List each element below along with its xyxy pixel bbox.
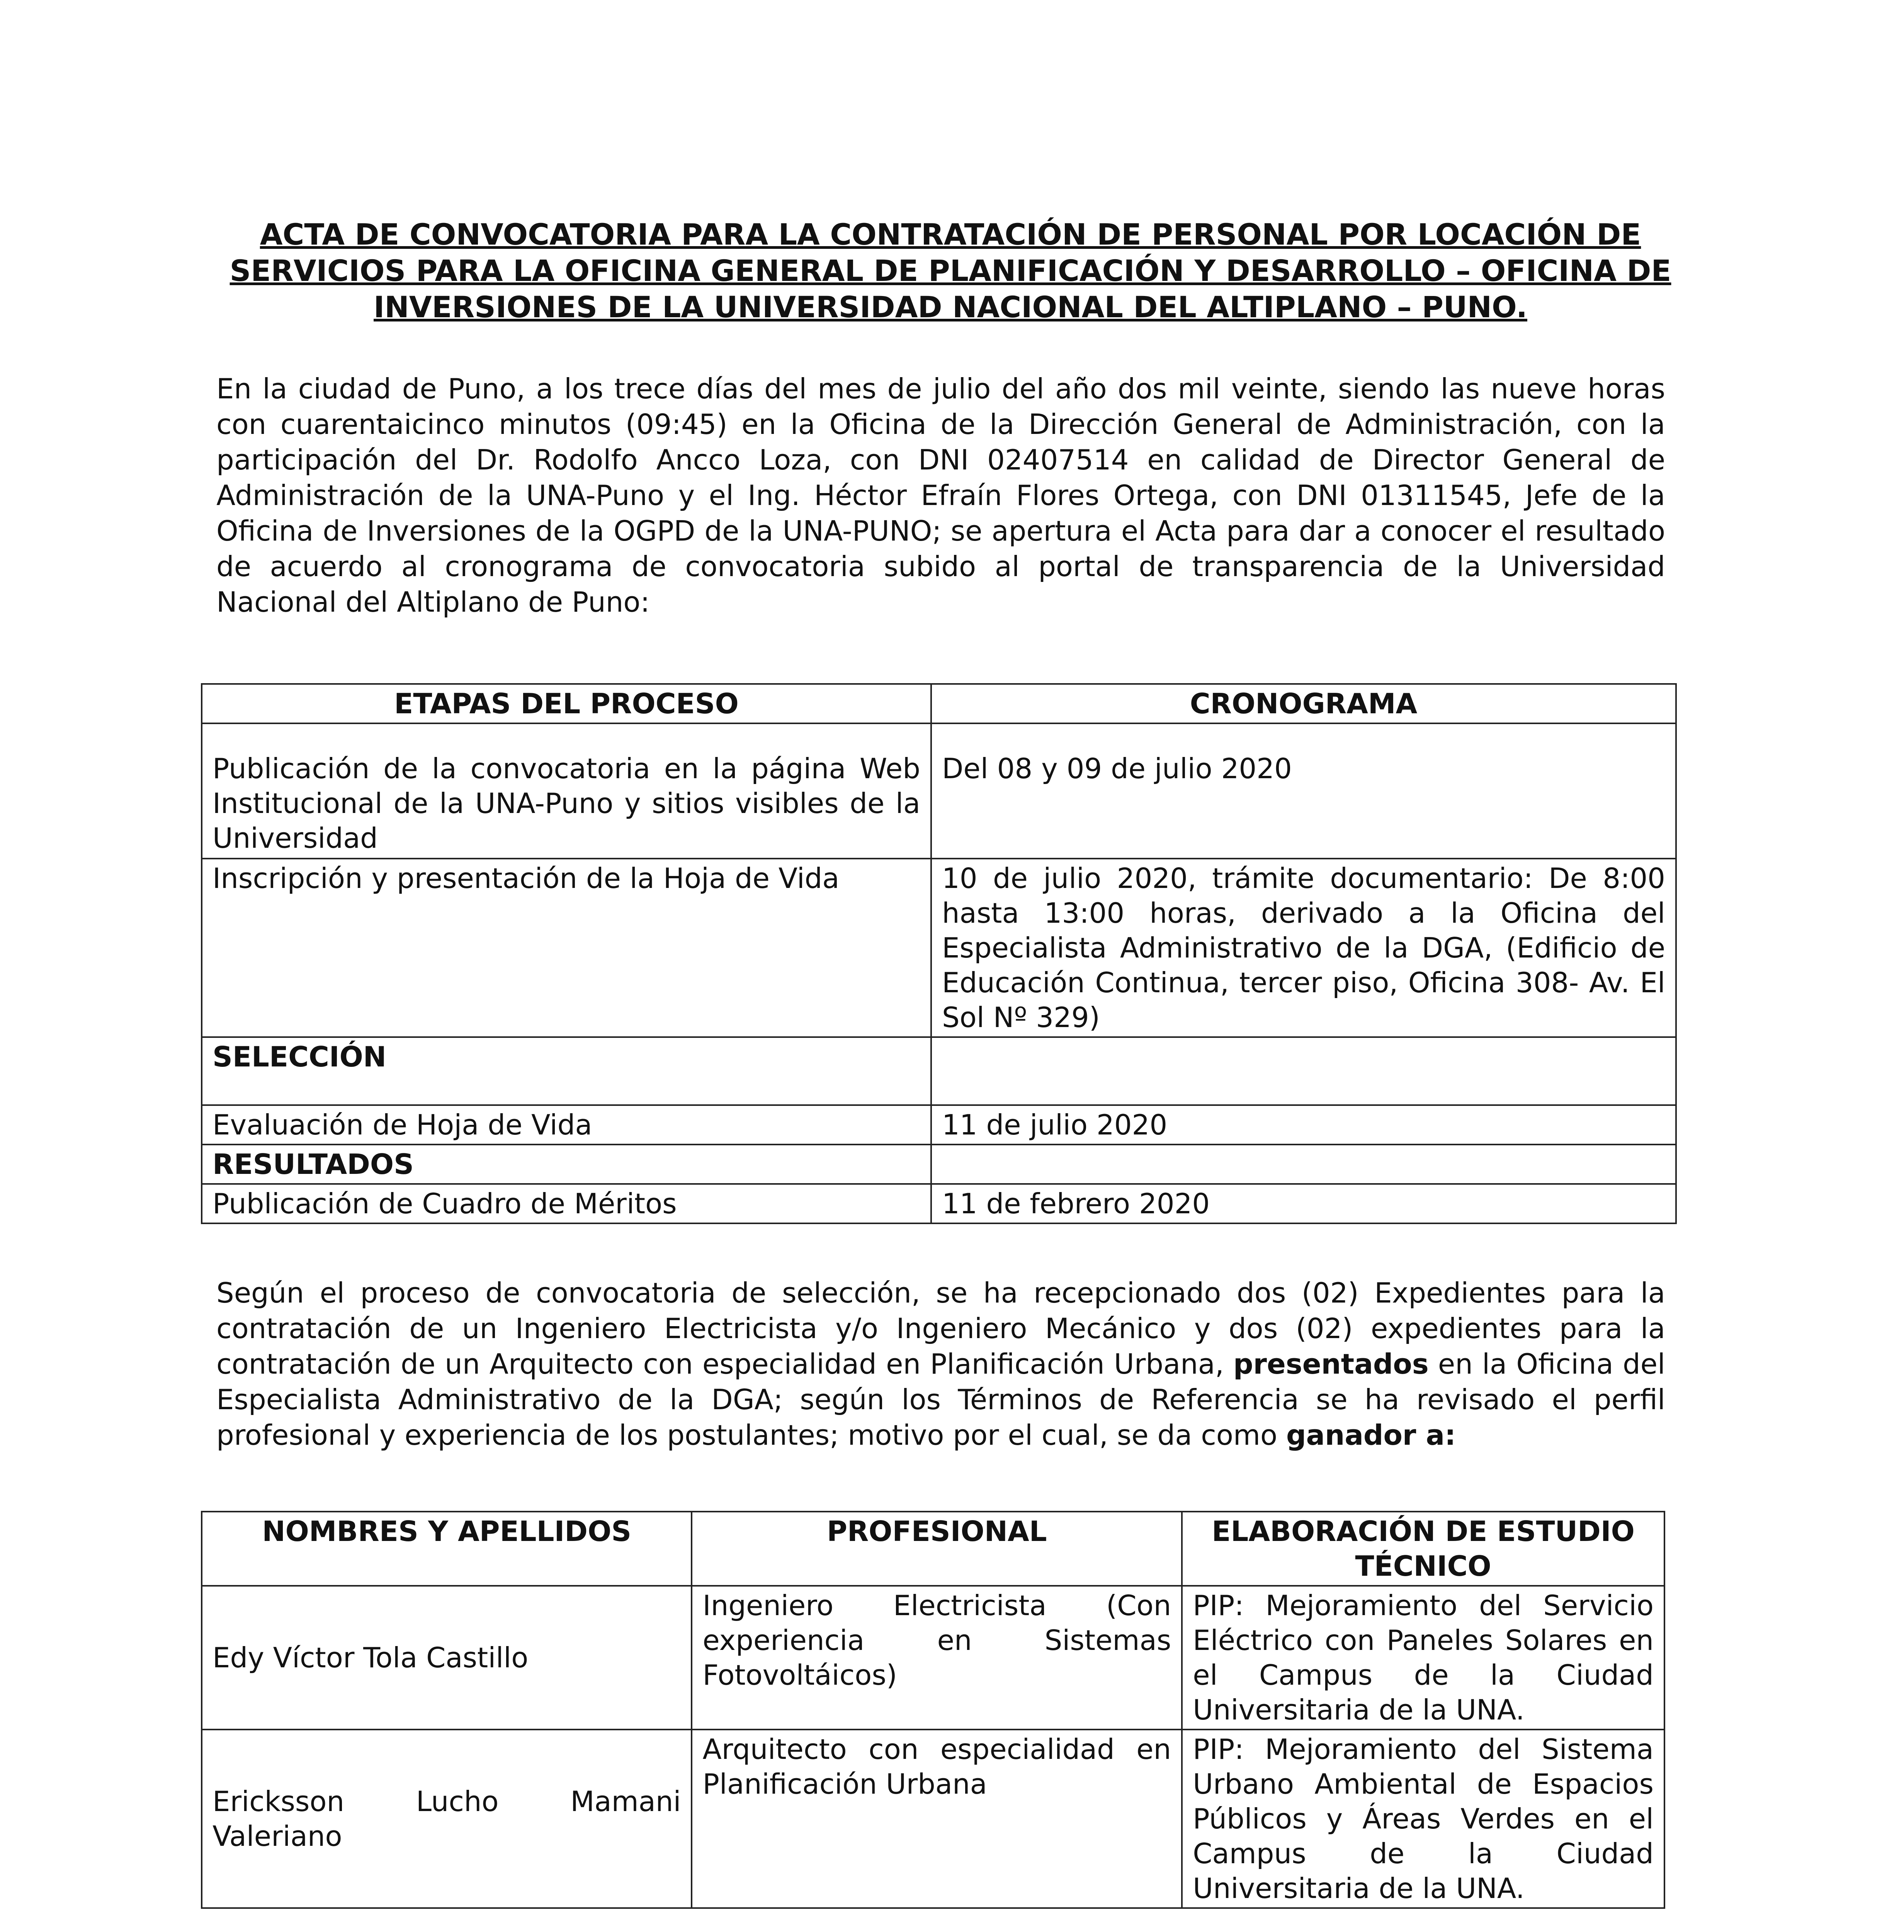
winner-name: Edy Víctor Tola Castillo — [202, 1586, 692, 1730]
table-row — [202, 1184, 1676, 1223]
winner-study: PIP: Mejoramiento del Servicio Eléctrico con Paneles Solares en el Campus de la Ciudad Universitaria de la UNA. — [1182, 1586, 1664, 1730]
schedule-date: 11 de febrero 2020 — [931, 1184, 1676, 1223]
intro-paragraph: En la ciudad de Puno, a los trece días del mes de julio del año dos mil veinte, siendo las nueve horas con cuarentaicinco minutos (09:45) en la Oficina de la Dirección General de Administración, con la participación del Dr. Rodolfo Ancco Loza, con DNI 02407514 en calidad de Director General de Administración de la UNA-Puno y el Ing. Héctor Efraín Flores Ortega, con DNI 01311545, Jefe de la Oficina de Inversiones de la OGPD de la UNA-PUNO; se apertura el Acta para dar a conocer el resultado de acuerdo al cronograma de convocatoria subido al portal de transparencia de la Universidad Nacional del Altiplano de Puno: — [216, 372, 1665, 618]
table-row — [202, 1586, 1664, 1730]
selection-paragraph — [216, 1275, 1665, 1453]
table-row — [202, 723, 1676, 859]
winner-profession: Arquitecto con especialidad en Planificación Urbana — [692, 1730, 1182, 1908]
table-row — [202, 1730, 1664, 1908]
schedule-date — [931, 1037, 1676, 1105]
schedule-stage: Publicación de Cuadro de Méritos — [202, 1184, 931, 1223]
document-title: ACTA DE CONVOCATORIA PARA LA CONTRATACIÓN DE PERSONAL POR LOCACIÓN DE SERVICIOS PARA LA OFICINA GENERAL DE PLANIFICACIÓN Y DESARROLLO – OFICINA DE INVERSIONES DE LA UNIVERSIDAD NACIONAL DEL ALTIPLANO – PUNO. — [230, 217, 1671, 324]
table-row — [202, 684, 1676, 723]
selection-text: en la Oficina del Especialista Administrativo de la DGA; según los Términos de Referencia se ha revisado el perfil profesional y experiencia de los postulantes; motivo por el cual, se da como — [216, 1348, 1665, 1451]
schedule-stage: RESULTADOS — [202, 1145, 931, 1184]
schedule-date: 10 de julio 2020, trámite documentario: De 8:00 hasta 13:00 horas, derivado a la Oficina del Especialista Administrativo de la DGA, (Edificio de Educación Continua, tercer piso, Oficina 308- Av. El Sol Nº 329) — [931, 859, 1676, 1037]
selection-bold-presented: presentados — [1233, 1348, 1429, 1380]
winners-header-name: NOMBRES Y APELLIDOS — [202, 1512, 692, 1586]
schedule-header-stage: ETAPAS DEL PROCESO — [202, 684, 931, 723]
selection-bold-winner: ganador a: — [1286, 1419, 1456, 1451]
winner-study: PIP: Mejoramiento del Sistema Urbano Ambiental de Espacios Públicos y Áreas Verdes en el Campus de la Ciudad Universitaria de la UNA. — [1182, 1730, 1664, 1908]
selection-text: Según el proceso de convocatoria de selección, se ha recepcionado dos (02) Expedientes para la contratación de un Ingeniero Electricista y/o Ingeniero Mecánico y dos (02) expedientes para la contratación de un Arquitecto con especialidad en Planificación Urbana, — [216, 1277, 1665, 1380]
winners-table — [201, 1511, 1665, 1909]
table-row — [202, 1512, 1664, 1586]
winner-name: Ericksson Lucho Mamani Valeriano — [202, 1730, 692, 1908]
schedule-stage: SELECCIÓN — [202, 1037, 931, 1105]
table-row — [202, 859, 1676, 1037]
schedule-date: 11 de julio 2020 — [931, 1105, 1676, 1145]
schedule-header-dates: CRONOGRAMA — [931, 684, 1676, 723]
schedule-stage: Publicación de la convocatoria en la página Web Institucional de la UNA-Puno y sitios visibles de la Universidad — [202, 723, 931, 859]
winners-header-profession: PROFESIONAL — [692, 1512, 1182, 1586]
schedule-table — [201, 683, 1677, 1224]
winner-profession: Ingeniero Electricista (Con experiencia en Sistemas Fotovoltáicos) — [692, 1586, 1182, 1730]
winners-header-study: ELABORACIÓN DE ESTUDIO TÉCNICO — [1182, 1512, 1664, 1586]
table-row — [202, 1145, 1676, 1184]
table-row — [202, 1105, 1676, 1145]
schedule-date — [931, 1145, 1676, 1184]
schedule-date: Del 08 y 09 de julio 2020 — [931, 723, 1676, 859]
schedule-stage: Evaluación de Hoja de Vida — [202, 1105, 931, 1145]
table-row — [202, 1037, 1676, 1105]
schedule-stage: Inscripción y presentación de la Hoja de Vida — [202, 859, 931, 1037]
